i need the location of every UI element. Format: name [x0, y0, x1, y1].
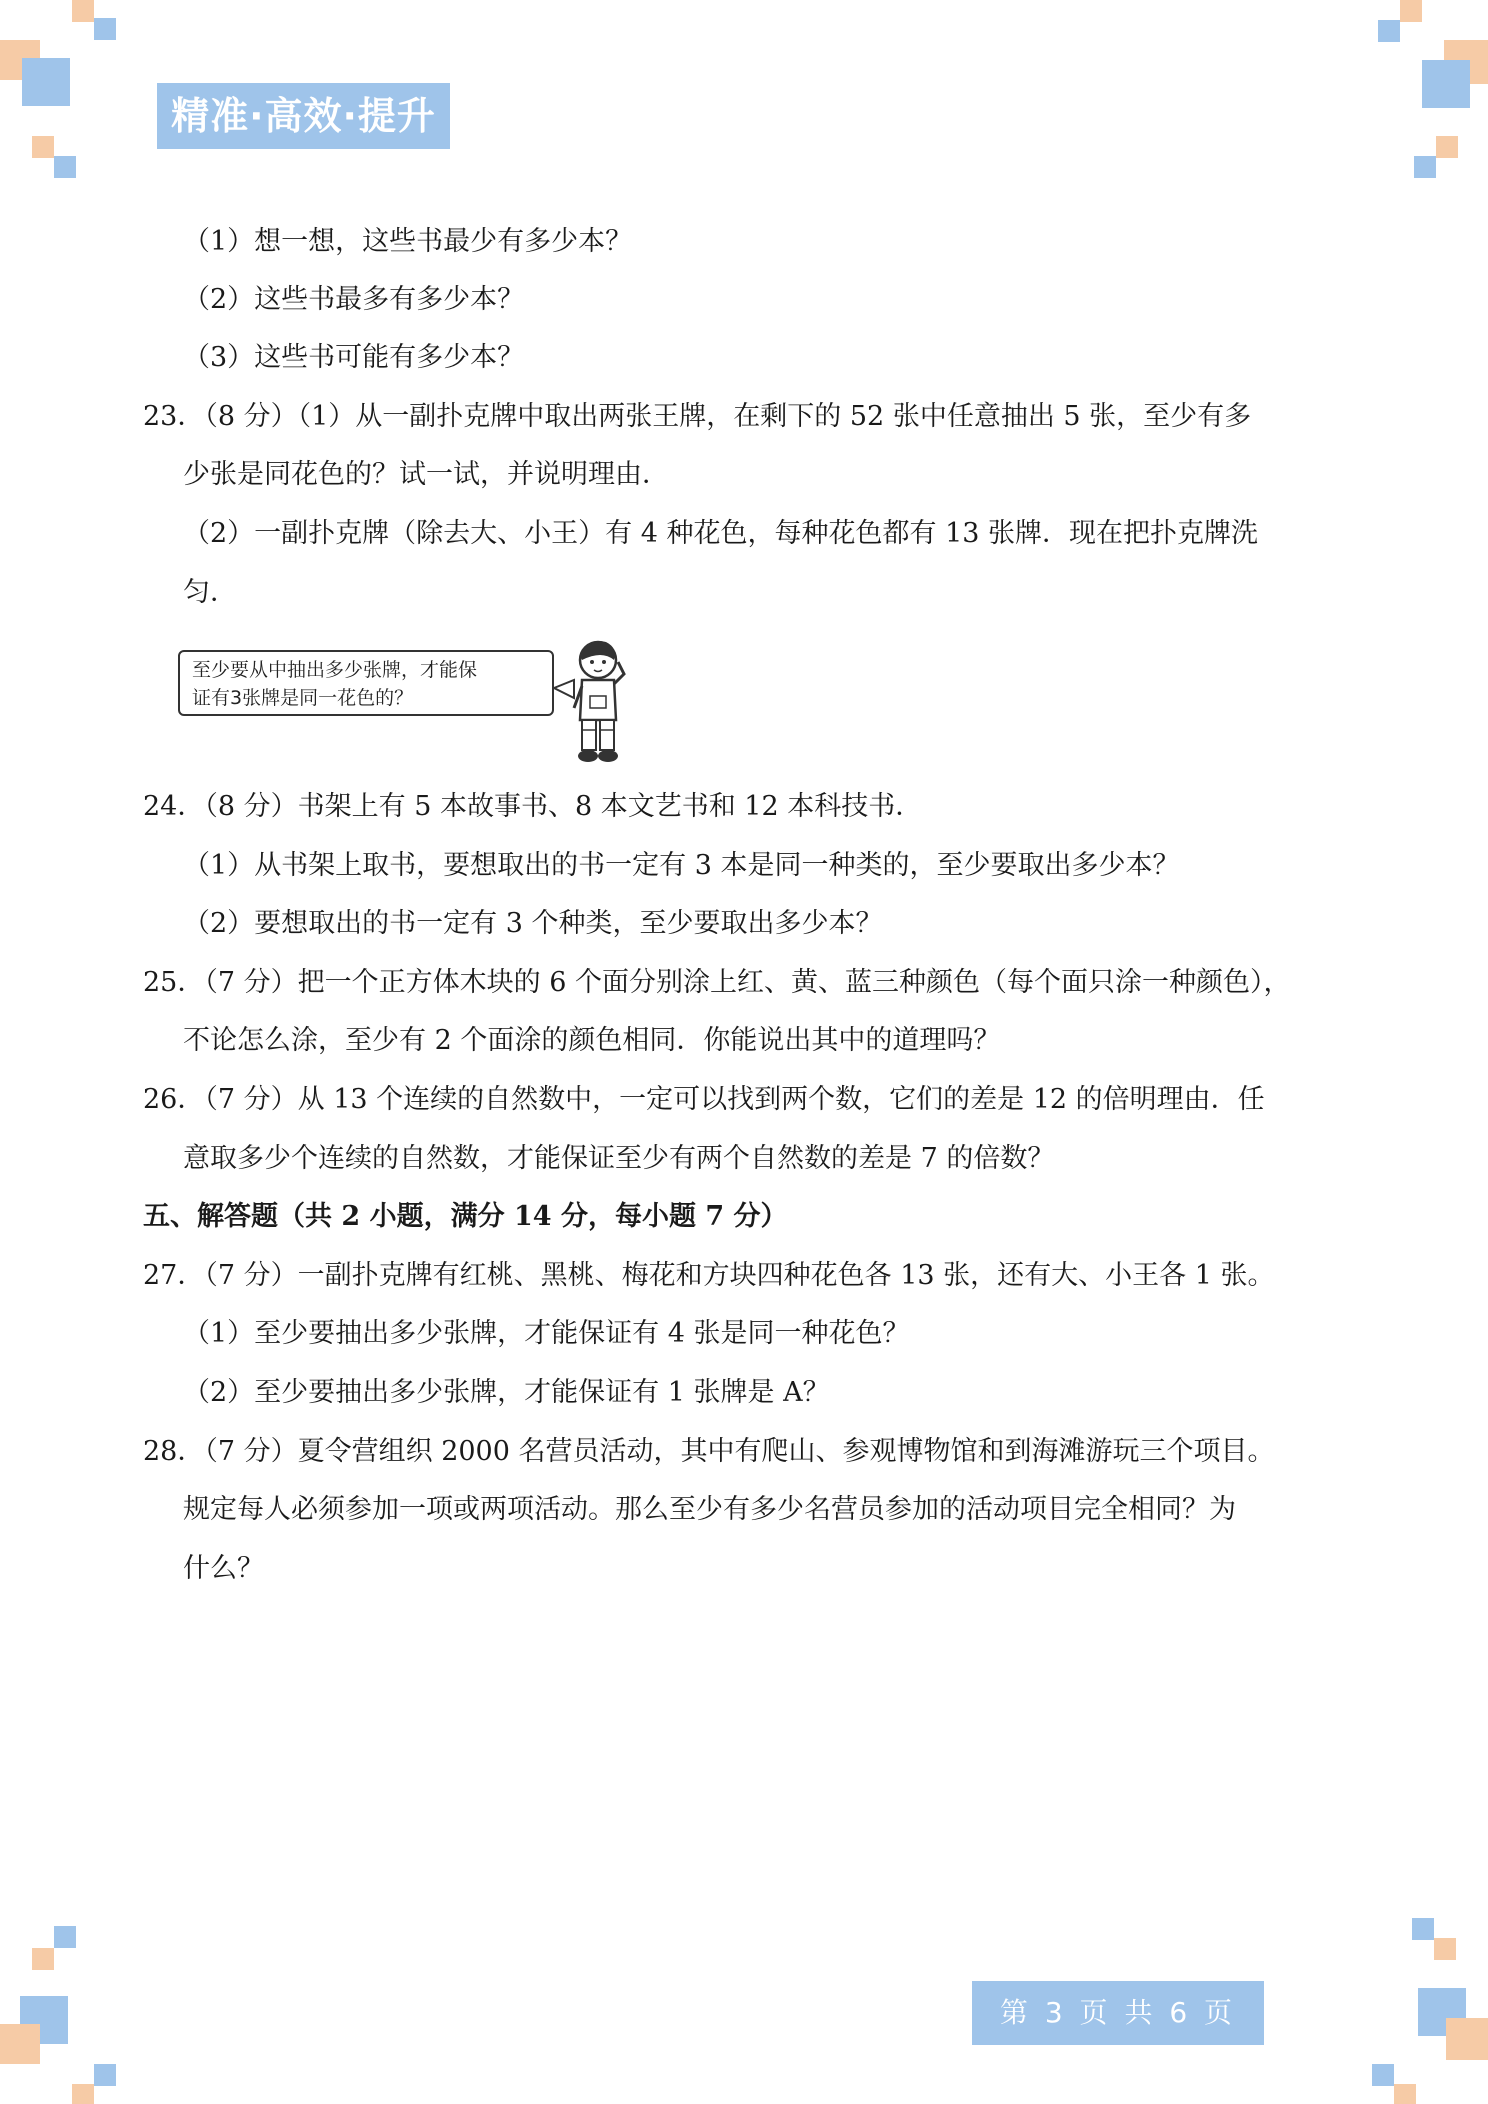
bubble-line: 证有3张牌是同一花色的？	[192, 687, 414, 709]
question-25: 25．（7 分）把一个正方体木块的 6 个面分别涂上红、黄、蓝三种颜色（每个面只涂一种颜色），	[143, 967, 1291, 998]
bubble-line: 至少要从中抽出多少张牌，才能保	[192, 659, 478, 681]
question-27: 27．（7 分）一副扑克牌有红桃、黑桃、梅花和方块四种花色各 13 张，还有大、小王各 1 张。	[143, 1260, 1275, 1291]
text-line: 规定每人必须参加一项或两项活动。那么至少有多少名营员参加的活动项目完全相同？为	[183, 1494, 1236, 1525]
text-line: 少张是同花色的？试一试，并说明理由．	[183, 459, 669, 490]
text-line: （1）从书架上取书，要想取出的书一定有 3 本是同一种类的，至少要取出多少本？	[183, 850, 1180, 881]
question-26: 26．（7 分）从 13 个连续的自然数中，一定可以找到两个数，它们的差是 12 的倍明理由．任	[143, 1084, 1265, 1115]
text-line: （2）至少要抽出多少张牌，才能保证有 1 张牌是 A？	[183, 1377, 830, 1408]
text-line: 匀．	[183, 577, 237, 608]
question-24: 24．（8 分）书架上有 5 本故事书、8 本文艺书和 12 本科技书．	[143, 791, 923, 822]
question-28: 28．（7 分）夏令营组织 2000 名营员活动，其中有爬山、参观博物馆和到海滩游玩三个项目。	[143, 1436, 1275, 1467]
text-line: （2）一副扑克牌（除去大、小王）有 4 种花色，每种花色都有 13 张牌．现在把扑克牌洗	[183, 518, 1259, 549]
header-banner: 精准·高效·提升	[157, 83, 450, 149]
text-line: 意取多少个连续的自然数，才能保证至少有两个自然数的差是 7 的倍数？	[183, 1143, 1055, 1174]
text-line: （3）这些书可能有多少本？	[183, 342, 525, 373]
page-number: 第 3 页 共 6 页	[972, 1981, 1264, 2045]
text-line: （2）这些书最多有多少本？	[183, 284, 525, 315]
text-line: （1）想一想，这些书最少有多少本？	[183, 226, 633, 257]
text-line: 不论怎么涂，至少有 2 个面涂的颜色相同．你能说出其中的道理吗？	[183, 1025, 1001, 1056]
section-heading: 五、解答题（共 2 小题，满分 14 分，每小题 7 分）	[143, 1201, 788, 1232]
question-23: 23．（8 分）（1）从一副扑克牌中取出两张王牌，在剩下的 52 张中任意抽出 5 张，至少有多	[143, 401, 1252, 432]
text-line: 什么？	[183, 1553, 264, 1584]
text-line: （2）要想取出的书一定有 3 个种类，至少要取出多少本？	[183, 908, 883, 939]
text-line: （1）至少要抽出多少张牌，才能保证有 4 张是同一种花色？	[183, 1318, 910, 1349]
speech-bubble	[178, 650, 554, 716]
boy-figure-icon	[552, 634, 642, 766]
